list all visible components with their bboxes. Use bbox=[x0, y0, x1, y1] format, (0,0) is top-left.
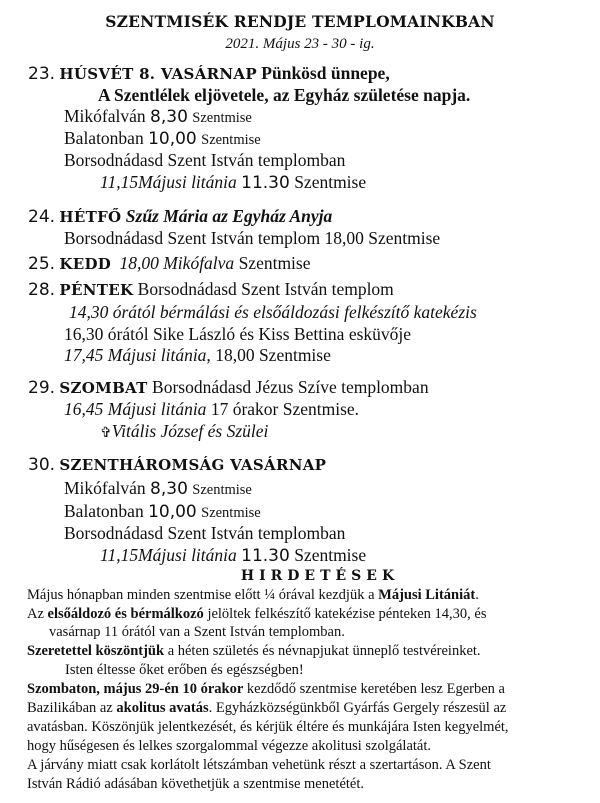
church-line: Borsodnádasd Szent István templomban bbox=[64, 523, 346, 543]
text: jelöltek felkészítő katekézise pénteken 14,30, és bbox=[203, 606, 487, 622]
text-bold: elsőáldozó és bérmálkozó bbox=[47, 606, 204, 622]
announcement-acolyte-3: avatásban. Köszönjük jelentkezését, és kérjük éltére és munkájára Isten kegyelmét, bbox=[27, 719, 509, 735]
announcement-acolyte-4: hogy hűségesen és lelkes szorgalommal végezze akolitusi szolgálatát. bbox=[27, 738, 431, 754]
mass-label: Szentmise bbox=[192, 482, 252, 498]
day-name: SZOMBAT bbox=[59, 379, 148, 397]
announcement-acolyte bbox=[27, 681, 505, 698]
text-bold: Szombaton, május 29-én 10 órakor bbox=[27, 681, 244, 697]
mass-label: Szentmise bbox=[201, 505, 261, 521]
announcement-pandemic: A járvány miatt csak korlátolt létszámban vehetünk részt a szertartáson. A Szent bbox=[27, 757, 491, 773]
day-number: 23. bbox=[28, 64, 56, 84]
mass-line bbox=[64, 106, 252, 127]
page-title: SZENTMISÉK RENDJE TEMPLOMAINKBAN bbox=[105, 12, 495, 31]
litany: 17,45 Májusi litánia, bbox=[64, 345, 211, 365]
cross-icon: ✞ bbox=[100, 426, 112, 441]
day-number: 28. bbox=[28, 280, 56, 300]
day-name: PÉNTEK bbox=[59, 281, 134, 299]
day-name: HÉTFŐ bbox=[59, 208, 122, 226]
litany-line bbox=[100, 172, 366, 193]
day-number: 25. bbox=[28, 254, 56, 274]
text-bold: Szeretettel köszöntjük bbox=[27, 643, 165, 659]
announcements-heading: HIRDETÉSEK bbox=[240, 568, 400, 584]
text: . bbox=[475, 587, 479, 603]
place: Balatonban bbox=[64, 501, 144, 521]
place: Balatonban bbox=[64, 128, 144, 148]
announcement-litany bbox=[27, 587, 479, 604]
announcement-pandemic-2: István Rádió adásában követhetjük a szentmise menetétét. bbox=[27, 776, 365, 792]
intention-line bbox=[100, 421, 268, 442]
day-25-heading bbox=[28, 253, 311, 274]
day-number: 30. bbox=[28, 455, 56, 475]
intention: Vitális József és Szülei bbox=[111, 421, 269, 441]
feast-name: Szűz Mária az Egyház Anyja bbox=[125, 206, 333, 226]
wedding-line: 16,30 órától Sike László és Kiss Bettina esküvője bbox=[64, 324, 412, 344]
day-name: SZENTHÁROMSÁG VASÁRNAP bbox=[59, 456, 327, 474]
place: Mikófalván bbox=[64, 478, 146, 498]
text: kezdődő szentmise keretében lesz Egerben a bbox=[243, 681, 505, 697]
place: Borsodnádasd Szent István templom bbox=[137, 279, 394, 299]
day-24-heading bbox=[28, 206, 332, 227]
day-30-heading bbox=[28, 454, 326, 475]
announcement-catechesis-cont: vasárnap 11 órától van a Szent István templomban. bbox=[49, 624, 345, 640]
place: Mikófalván bbox=[64, 106, 146, 126]
litany: 11,15Májusi litánia bbox=[100, 172, 237, 192]
mass-label: 18,00 Szentmise bbox=[215, 345, 331, 365]
mass-label: Szentmise bbox=[192, 110, 252, 126]
announcement-acolyte-2 bbox=[27, 700, 506, 717]
time: 10,00 bbox=[148, 129, 197, 149]
litany-line bbox=[64, 345, 331, 366]
mass-line bbox=[64, 501, 261, 522]
time: 11.30 bbox=[241, 173, 290, 193]
announcement-greeting-cont: Isten éltesse őket erőben és egészségben! bbox=[65, 662, 304, 678]
mass-line bbox=[64, 478, 252, 499]
announcement-greeting bbox=[27, 643, 481, 660]
text: Május hónapban minden szentmise előtt ¼ órával kezdjük a bbox=[27, 587, 379, 603]
time-place: 18,00 Mikófalva bbox=[119, 253, 235, 273]
church-line: Borsodnádasd Szent István templomban bbox=[64, 150, 346, 170]
mass-label: Szentmise bbox=[294, 172, 367, 192]
place: Borsodnádasd Jézus Szíve templomban bbox=[152, 377, 429, 397]
text-bold: akolitus avatás bbox=[116, 700, 209, 716]
litany: 16,45 Májusi litánia bbox=[64, 399, 207, 419]
time: 10,00 bbox=[148, 502, 197, 522]
time: 11.30 bbox=[241, 546, 290, 566]
mass-label: Szentmise bbox=[238, 253, 311, 273]
mass-label: Szentmise bbox=[201, 132, 261, 148]
day-29-heading bbox=[28, 377, 429, 398]
date-range: 2021. Május 23 - 30 - ig. bbox=[225, 36, 375, 52]
catechesis-line: 14,30 órától bérmálási és elsőáldozási felkészítő katekézis bbox=[69, 302, 477, 322]
litany-line bbox=[64, 399, 359, 420]
mass-line bbox=[64, 128, 261, 149]
mass-line: Borsodnádasd Szent István templom 18,00 Szentmise bbox=[64, 228, 441, 248]
announcement-catechesis bbox=[27, 606, 486, 623]
feast-subtitle: A Szentlélek eljövetele, az Egyház születése napja. bbox=[98, 85, 471, 105]
mass-label: Szentmise bbox=[294, 545, 367, 565]
mass-label: 17 órakor Szentmise. bbox=[210, 399, 360, 419]
day-name: KEDD bbox=[59, 255, 112, 273]
day-name: HÚSVÉT 8. VASÁRNAP bbox=[59, 65, 257, 83]
text: Bazilikában az bbox=[27, 700, 117, 716]
feast-name: Pünkösd ünnepe, bbox=[261, 63, 390, 83]
litany-line bbox=[100, 545, 366, 566]
text: . Egyházközségünkből Gyárfás Gergely részesül az bbox=[208, 700, 507, 716]
day-23-heading bbox=[28, 63, 390, 84]
time: 8,30 bbox=[150, 107, 188, 127]
time: 8,30 bbox=[150, 479, 188, 499]
day-number: 29. bbox=[28, 378, 56, 398]
litany: 11,15Májusi litánia bbox=[100, 545, 237, 565]
text: a héten születés és névnapjukat ünneplő testvéreinket. bbox=[164, 643, 481, 659]
day-28-heading bbox=[28, 279, 394, 300]
day-number: 24. bbox=[28, 207, 56, 227]
text: Az bbox=[27, 606, 48, 622]
text-bold: Májusi Litániát bbox=[378, 587, 476, 603]
